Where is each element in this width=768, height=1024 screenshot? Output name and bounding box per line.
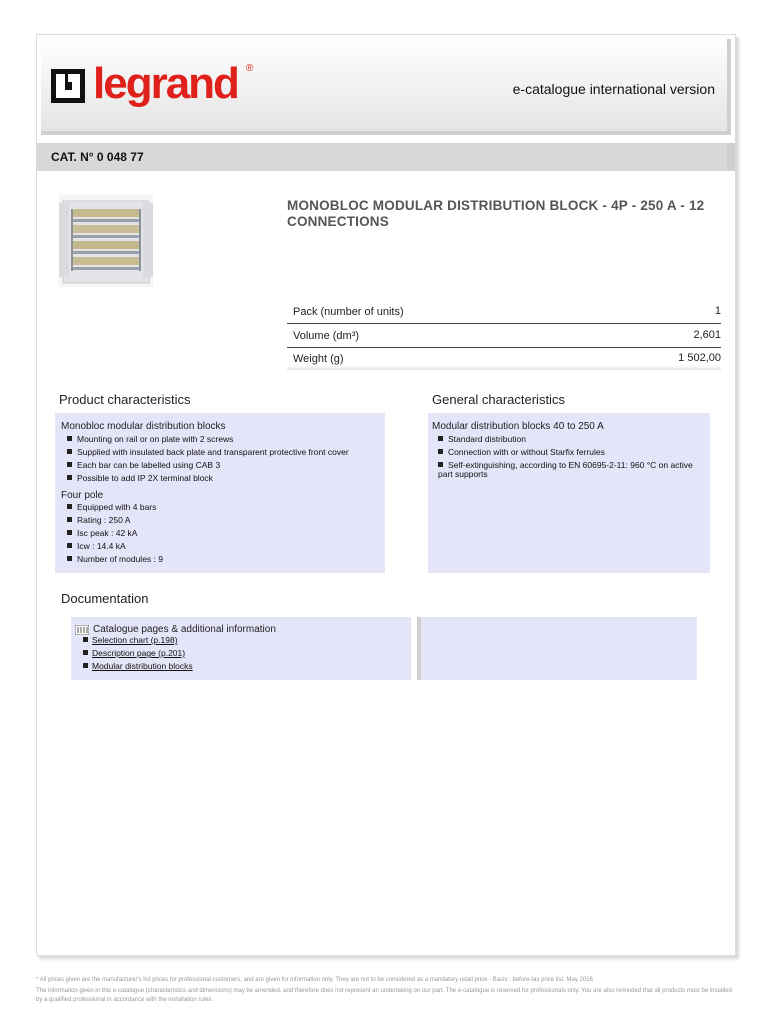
bullet-icon xyxy=(67,530,72,535)
list-item xyxy=(83,661,193,671)
bullet-icon xyxy=(438,449,443,454)
feature-list xyxy=(67,503,163,568)
bullet-icon xyxy=(67,517,72,522)
documentation-heading: Catalogue pages & additional information xyxy=(93,624,276,635)
bullet-icon xyxy=(438,436,443,441)
spec-value: 1 502,00 xyxy=(678,352,721,364)
header-tagline: e-catalogue international version xyxy=(512,81,715,97)
spec-value: 2,601 xyxy=(693,329,721,341)
bullet-icon xyxy=(67,449,72,454)
list-item: Supplied with insulated back plate and transparent protective front cover xyxy=(67,448,349,457)
feature-list xyxy=(438,435,698,483)
bullet-icon xyxy=(67,556,72,561)
documentation-links xyxy=(83,635,193,674)
spec-value: 1 xyxy=(714,305,721,317)
spec-label: Volume (dm³) xyxy=(293,330,360,342)
group-heading: Monobloc modular distribution blocks xyxy=(61,421,226,432)
product-image xyxy=(59,195,153,287)
footer-disclaimer xyxy=(36,976,736,1007)
bullet-icon xyxy=(83,663,88,668)
selection-chart-link[interactable]: Selection chart (p.198) xyxy=(92,635,178,645)
bullet-icon xyxy=(83,637,88,642)
bullet-icon xyxy=(67,475,72,480)
spec-label: Pack (number of units) xyxy=(293,306,404,318)
registered-mark: ® xyxy=(246,63,254,74)
general-characteristics-box xyxy=(428,413,710,573)
catalogue-pages-icon xyxy=(75,625,89,635)
general-characteristics-title: General characteristics xyxy=(432,392,565,407)
bullet-icon xyxy=(83,650,88,655)
spec-row-volume xyxy=(287,325,721,348)
bullet-icon xyxy=(438,462,443,467)
group-heading: Four pole xyxy=(61,490,104,501)
list-item: Number of modules : 9 xyxy=(67,555,163,564)
list-item: Self-extinguishing, according to EN 60695-2-11: 960 °C on active part supports xyxy=(438,460,693,480)
modular-distribution-blocks-link[interactable]: Modular distribution blocks xyxy=(92,661,193,671)
spec-row-pack xyxy=(287,301,721,324)
documentation-box-secondary xyxy=(417,617,697,680)
list-item: Equipped with 4 bars xyxy=(67,503,163,512)
product-title: MONOBLOC MODULAR DISTRIBUTION BLOCK - 4P - 250 A - 12 CONNECTIONS xyxy=(287,198,705,229)
list-item: Connection with or without Starfix ferrules xyxy=(438,448,698,457)
product-characteristics-title: Product characteristics xyxy=(59,392,191,407)
distribution-block-image-icon xyxy=(59,195,153,287)
bullet-icon xyxy=(67,436,72,441)
list-item: Standard distribution xyxy=(438,435,698,444)
bullet-icon xyxy=(67,462,72,467)
list-item: Possible to add IP 2X terminal block xyxy=(67,474,349,483)
catalog-number-bar xyxy=(37,143,735,171)
header xyxy=(41,39,731,135)
legrand-mark-icon xyxy=(51,69,85,103)
list-item xyxy=(83,648,193,658)
list-item: Isc peak : 42 kA xyxy=(67,529,163,538)
description-page-link[interactable]: Description page (p.201) xyxy=(92,648,186,658)
list-item: Icw : 14.4 kA xyxy=(67,542,163,551)
catalog-number: CAT. N° 0 048 77 xyxy=(51,150,144,164)
list-item: Each bar can be labelled using CAB 3 xyxy=(67,461,349,470)
group-heading: Modular distribution blocks 40 to 250 A xyxy=(432,421,604,432)
spec-label: Weight (g) xyxy=(293,353,344,365)
footer-legal-note: The information given in this e-catalogue (characteristics and dimensions) may be amended, and therefore does not represent an undertaking on our part. The e-catalogue is reserved for professionals only. You are also reminded that all products must be installed by a qualified professional in accordance with the installation rules. xyxy=(36,988,732,1003)
footer-price-note: * All prices given are the manufacturer's list prices for professional customers, and are given for information only. They are not to be considered as a mandatory retail price - Basis : before-tax price list, May 2016 xyxy=(36,977,593,983)
list-item: Mounting on rail or on plate with 2 screws xyxy=(67,435,349,444)
documentation-title: Documentation xyxy=(61,591,149,606)
feature-list xyxy=(67,435,349,487)
list-item: Rating : 250 A xyxy=(67,516,163,525)
brand-wordmark: legrand xyxy=(93,59,238,108)
bullet-icon xyxy=(67,543,72,548)
page-frame xyxy=(36,34,736,956)
product-characteristics-box xyxy=(55,413,385,573)
spec-row-weight xyxy=(287,348,721,370)
list-item xyxy=(83,635,193,645)
documentation-box xyxy=(71,617,411,680)
bullet-icon xyxy=(67,504,72,509)
